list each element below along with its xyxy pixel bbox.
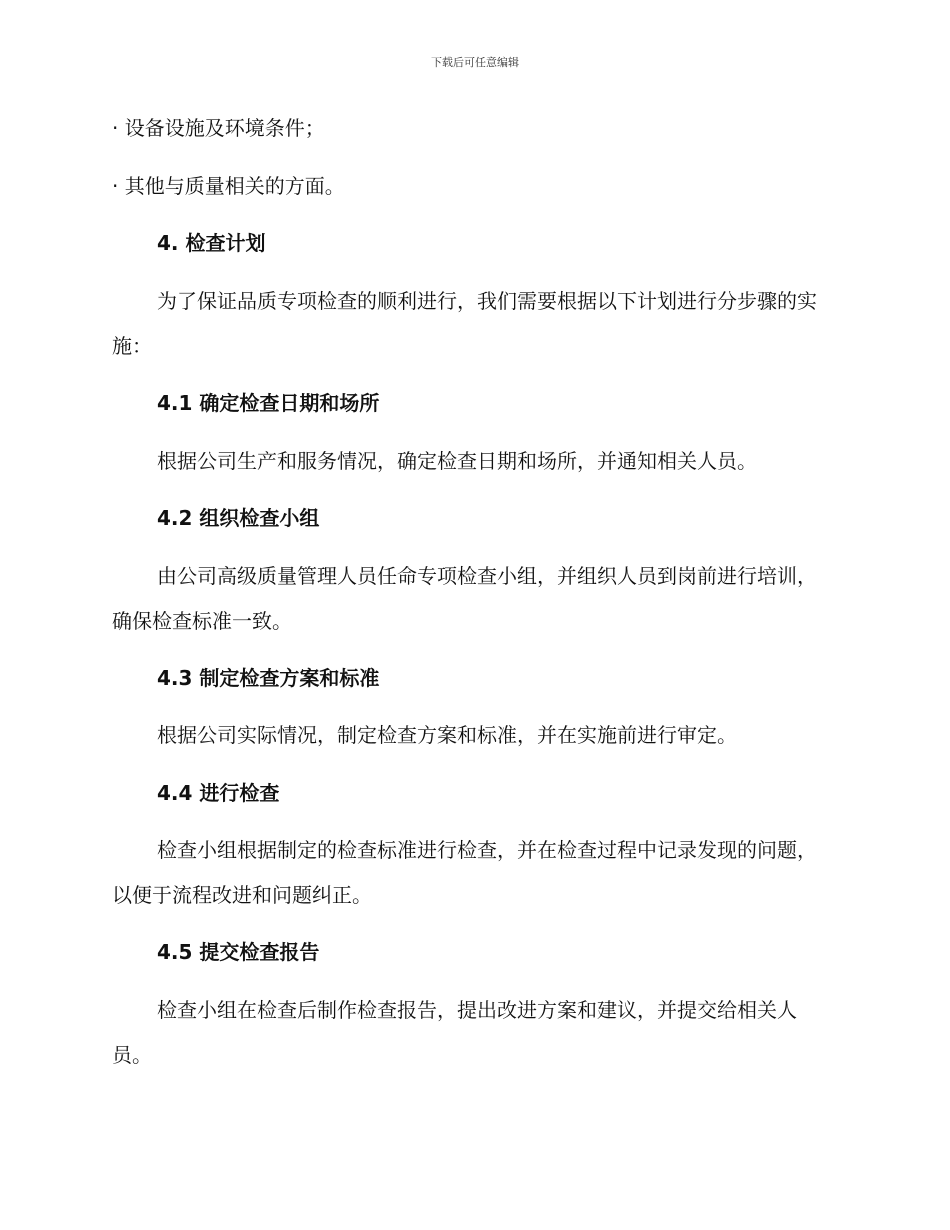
section-heading-4-2: 4.2 组织检查小组 bbox=[157, 506, 320, 530]
paragraph-4-4: 检查小组根据制定的检查标准进行检查，并在检查过程中记录发现的问题，以便于流程改进和问题纠正。 bbox=[112, 838, 817, 907]
bullet-item-equipment: · 设备设施及环境条件； bbox=[112, 116, 325, 140]
bullet-item-other: · 其他与质量相关的方面。 bbox=[112, 174, 345, 198]
paragraph-4-3: 根据公司实际情况，制定检查方案和标准，并在实施前进行审定。 bbox=[157, 723, 737, 747]
header-note: 下载后可任意编辑 bbox=[431, 56, 519, 69]
paragraph-4: 为了保证品质专项检查的顺利进行，我们需要根据以下计划进行分步骤的实施： bbox=[112, 289, 817, 358]
section-heading-4: 4. 检查计划 bbox=[157, 231, 266, 255]
paragraph-4-1: 根据公司生产和服务情况，确定检查日期和场所，并通知相关人员。 bbox=[157, 449, 757, 473]
section-heading-4-4: 4.4 进行检查 bbox=[157, 781, 280, 805]
paragraph-4-5: 检查小组在检查后制作检查报告，提出改进方案和建议，并提交给相关人员。 bbox=[112, 998, 797, 1067]
section-heading-4-3: 4.3 制定检查方案和标准 bbox=[157, 666, 380, 690]
paragraph-4-2: 由公司高级质量管理人员任命专项检查小组，并组织人员到岗前进行培训，确保检查标准一致。 bbox=[112, 564, 817, 633]
section-heading-4-5: 4.5 提交检查报告 bbox=[157, 940, 320, 964]
section-heading-4-1: 4.1 确定检查日期和场所 bbox=[157, 391, 380, 415]
